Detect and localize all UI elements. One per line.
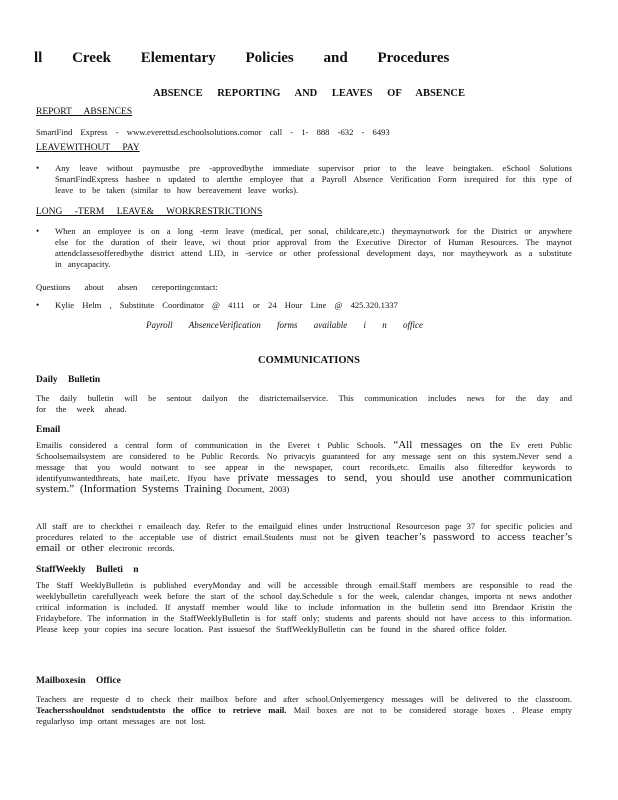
questions-line: Questions about absen cereportingcontact: [36, 282, 218, 292]
email-text-2c: electronic records. [108, 543, 175, 553]
communications-heading: COMMUNICATIONS [258, 355, 360, 366]
absence-heading: ABSENCE REPORTING AND LEAVES OF ABSENCE [153, 88, 465, 99]
email-paragraph-1 [36, 440, 572, 495]
long-term-heading: LONG -TERM LEAVE& WORKRESTRICTIONS [36, 207, 263, 217]
mailboxes-heading: Mailboxesin Office [36, 676, 121, 686]
email-citation: Document, 2003) [226, 484, 290, 494]
email-text-2a: All staff are to checkthei r emaileach day. Refer to the emailguid elines under Instructional Resourceson page 37 for specific policies and procedures related to the acceptable use of district email.Students must not be [36, 521, 572, 542]
email-text-1a: Emailis considered a central form of communication in the Everet t Public Schools. [36, 440, 386, 450]
substitute-coordinator-line: Kylie Helm , Substitute Coordinator @ 4111 or 24 Hour Line @ 425.320.1337 [55, 300, 398, 310]
email-paragraph-2 [36, 521, 572, 554]
mailboxes-text-b: Teachersshouldnot sendstudentsto the office to retrieve mail. [36, 705, 287, 715]
email-text-2b: given teacher’s password to access teacher’s email or other [36, 531, 573, 554]
leave-without-pay-heading: LEAVEWITHOUT PAY [36, 143, 140, 153]
mailboxes-text-a: Teachers are requeste d to check their mailbox before and after school.Onlyemergency messages will be delivered to the classroom. [36, 694, 572, 704]
mailboxes-text-c: Mail boxes are not to be considered storage boxes . Please empty regularlyso imp ortant messages are not lost. [36, 705, 572, 726]
email-text-1c: Ev erett Public Schoolsemailsystem are considered to be Public Records. No privacyis guaranteed for any message sent on this system.Never send a message that you would notwant to see appear in the newspaper, court records,etc. Emailis also filteredfor keywords to identifyunwantedthreats, hate mail,etc. Ifyou have [36, 440, 573, 483]
bullet-icon: • [36, 300, 40, 310]
staff-weekly-heading: StaffWeekly Bulleti n [36, 565, 139, 575]
bullet-icon: • [36, 163, 40, 173]
long-term-text: When an employee is on a long -term leave (medical, per sonal, childcare,etc.) theymaynotwork for the District or anywhere else for the duration of their leave, wi thout prior approval from the Executive Director of Human Resources. The maynot attendclassesofferedbythe district attend LID, in -service or other professional development days, nor maytheywork as a substitute in anycapacity. [55, 226, 572, 269]
staff-weekly-text: The Staff WeeklyBulletin is published everyMonday and will be accessible through email.Staff members are responsible to read the weeklybulletin carefullyeach week before the start of the school day.Schedule s for the week, calendar changes, importa nt news andother critical information is included. If anystaff member would like to include information in the bulletin send itto Brendaor Kristin the Fridaybefore. The information in the StaffWeeklyBulletin is for staff only; students and parents should not have access to this information. Please keep your copies ina secure location. Past issuesof the StaffWeeklyBulletin can be found in the shared office folder. [36, 580, 572, 634]
bullet-icon: • [36, 226, 40, 236]
email-heading: Email [36, 425, 61, 435]
smartfind-line: SmartFind Express - www.everettsd.eschoolsolutions.comor call - 1- 888 -632 - 6493 [36, 127, 390, 137]
email-quote-end: private messages to send, you should use another communication system.” (Information Systems Training [36, 472, 572, 495]
leave-without-pay-text: Any leave without paymustbe pre -approvedbythe immediate supervisor prior to the leave beingtaken. eSchool Solutions SmartFindExpress hasbee n updated to alertthe employee that a Payroll Absence Verification Form isrequired for this type of leave to be taken (similar to how bereavement leave works). [55, 163, 572, 195]
daily-bulletin-heading: Daily Bulletin [36, 375, 101, 385]
email-quote-start: “All messages on the [393, 439, 503, 451]
mailboxes-text [36, 694, 572, 727]
payroll-verification-line: Payroll AbsenceVerification forms available i n office [146, 320, 423, 330]
daily-bulletin-text: The daily bulletin will be sentout dailyon the districtemailservice. This communication includes news for the day and for the week ahead. [36, 393, 572, 414]
document-title: ll Creek Elementary Policies and Procedures [34, 50, 450, 66]
report-absences-heading: REPORT ABSENCES [36, 107, 133, 117]
